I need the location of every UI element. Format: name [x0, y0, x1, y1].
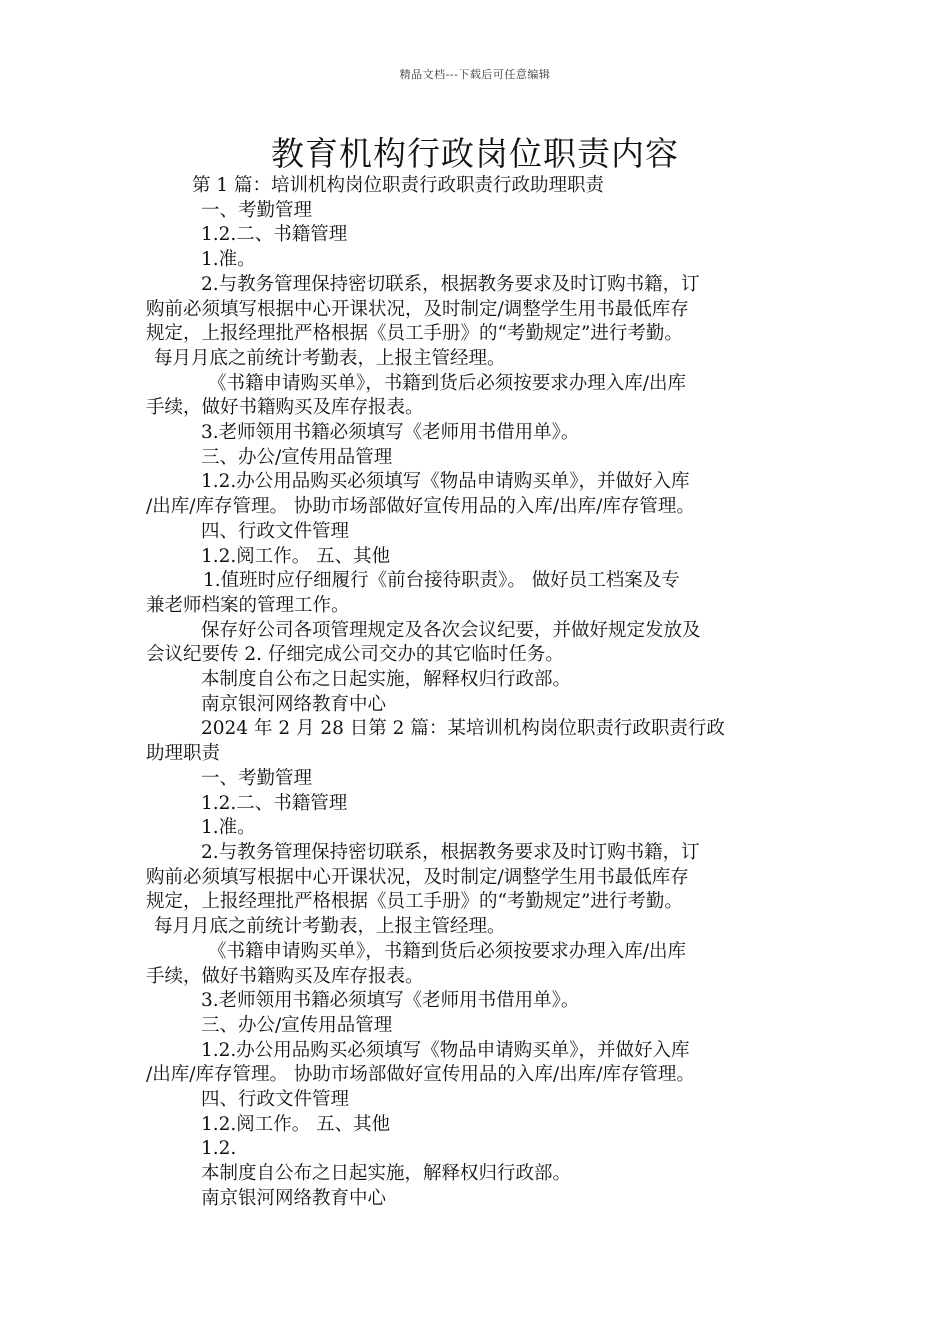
text-line: 规定，上报经理批严格根据《员工手册》的“考勤规定”进行考勤。 — [146, 323, 683, 345]
text-line: 1.2.二、书籍管理 — [201, 224, 348, 246]
text-line: 购前必须填写根据中心开课状况，及时制定/调整学生用书最低库存 — [146, 866, 689, 888]
text-line: 2024 年 2 月 28 日第 2 篇：某培训机构岗位职责行政职责行政 — [201, 718, 725, 740]
text-line: 2.与教务管理保持密切联系，根据教务要求及时订购书籍，订 — [201, 273, 700, 295]
text-line: 1.2. — [201, 1138, 237, 1160]
text-line: 3.老师领用书籍必须填写《老师用书借用单》。 — [201, 990, 580, 1012]
text-line: 南京银河网络教育中心 — [201, 1187, 387, 1209]
text-line: 2.与教务管理保持密切联系，根据教务要求及时订购书籍，订 — [201, 841, 700, 863]
text-line: 3.老师领用书籍必须填写《老师用书借用单》。 — [201, 422, 580, 444]
text-line: 一、考勤管理 — [201, 199, 313, 221]
text-line: 会议纪要传 2. 仔细完成公司交办的其它临时任务。 — [146, 644, 564, 666]
text-line: 四、行政文件管理 — [201, 520, 350, 542]
text-line: 三、办公/宣传用品管理 — [201, 1014, 393, 1036]
document-body — [146, 174, 826, 1212]
text-line: 1.准。 — [201, 249, 256, 271]
text-line: 1.准。 — [201, 817, 256, 839]
header-note: 精品文档---下载后可任意编辑 — [399, 68, 551, 81]
text-line: 手续，做好书籍购买及库存报表。 — [146, 397, 424, 419]
text-line: 1.2.阅工作。 五、其他 — [201, 1113, 391, 1135]
text-line: 《书籍申请购买单》，书籍到货后必须按要求办理入库/出库 — [208, 940, 686, 962]
text-line: 本制度自公布之日起实施，解释权归行政部。 — [201, 1163, 572, 1185]
text-line: 规定，上报经理批严格根据《员工手册》的“考勤规定”进行考勤。 — [146, 891, 683, 913]
text-line: 1.2.办公用品购买必须填写《物品申请购买单》，并做好入库 — [201, 1039, 690, 1061]
text-line: 手续，做好书籍购买及库存报表。 — [146, 965, 424, 987]
text-line: 助理职责 — [146, 743, 221, 765]
text-line: 三、办公/宣传用品管理 — [201, 446, 393, 468]
text-line: 每月月底之前统计考勤表，上报主管经理。 — [154, 347, 506, 369]
text-line: 保存好公司各项管理规定及各次会议纪要，并做好规定发放及 — [201, 619, 701, 641]
text-line: 四、行政文件管理 — [201, 1089, 350, 1111]
text-line: 1.2.二、书籍管理 — [201, 792, 348, 814]
text-line: 一、考勤管理 — [201, 767, 313, 789]
text-line: 每月月底之前统计考勤表，上报主管经理。 — [154, 916, 506, 938]
text-line: 《书籍申请购买单》，书籍到货后必须按要求办理入库/出库 — [208, 372, 686, 394]
text-line: 本制度自公布之日起实施，解释权归行政部。 — [201, 669, 572, 691]
text-line: /出库/库存管理。 协助市场部做好宣传用品的入库/出库/库存管理。 — [146, 496, 695, 518]
text-line: 兼老师档案的管理工作。 — [146, 594, 350, 616]
text-line: 南京银河网络教育中心 — [201, 693, 387, 715]
text-line: 1.2.办公用品购买必须填写《物品申请购买单》，并做好入库 — [201, 471, 690, 493]
page-title: 教育机构行政岗位职责内容 — [271, 134, 679, 173]
text-line: 购前必须填写根据中心开课状况，及时制定/调整学生用书最低库存 — [146, 298, 689, 320]
text-line: 1.值班时应仔细履行《前台接待职责》。 做好员工档案及专 — [203, 570, 680, 592]
text-line: /出库/库存管理。 协助市场部做好宣传用品的入库/出库/库存管理。 — [146, 1064, 695, 1086]
text-line: 1.2.阅工作。 五、其他 — [201, 545, 391, 567]
text-line: 第 1 篇：培训机构岗位职责行政职责行政助理职责 — [192, 175, 605, 196]
